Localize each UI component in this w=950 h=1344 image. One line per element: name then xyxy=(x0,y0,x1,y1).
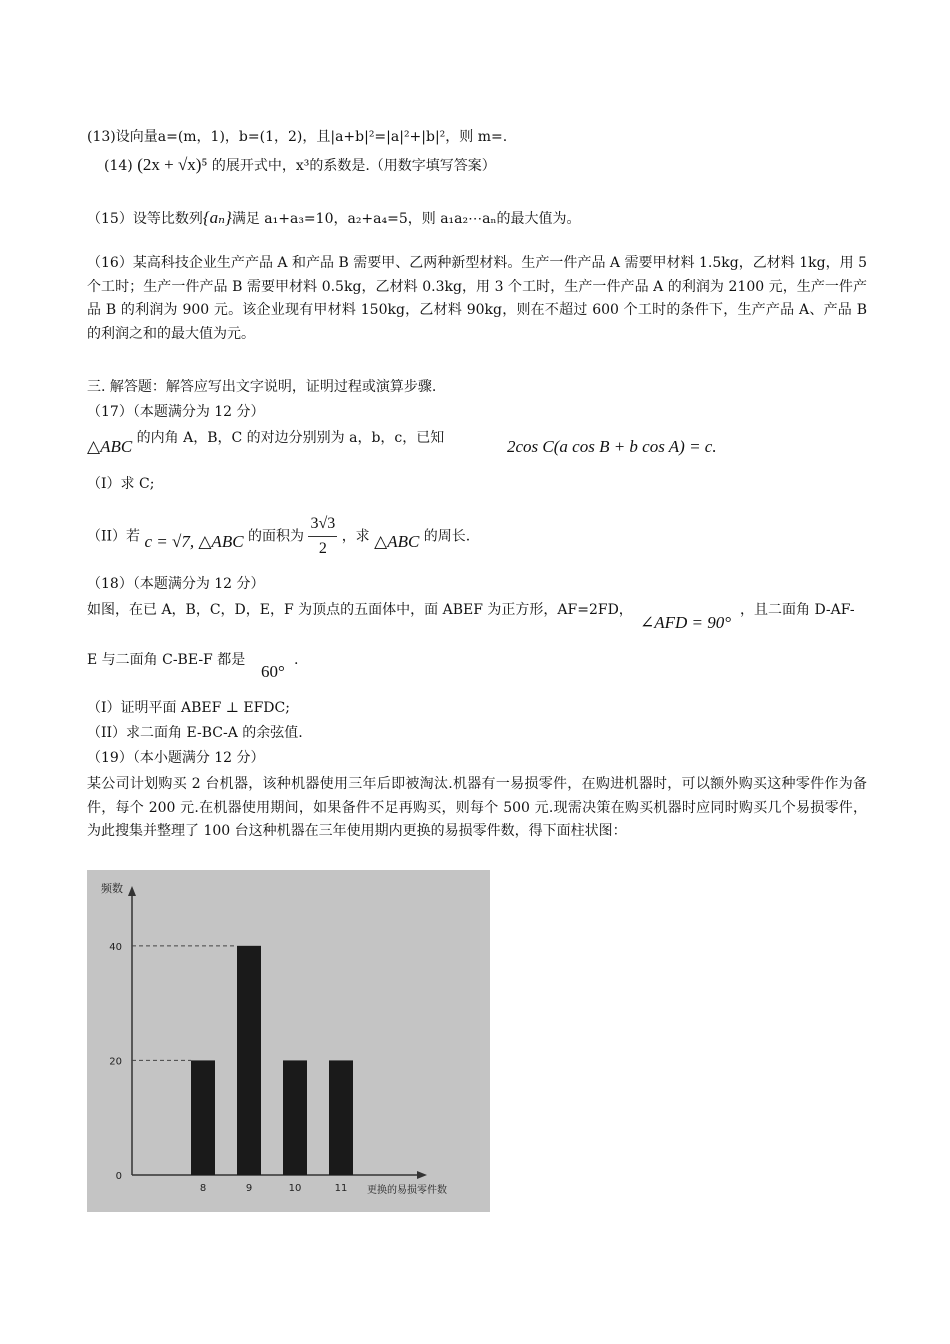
q18-angle60: 60° xyxy=(261,662,285,681)
q15: （15）设等比数列{aₙ}满足 a₁+a₃=10，a₂+a₄=5，则 a₁a₂⋯aₙ的最大值为。 xyxy=(87,208,581,227)
q18-line1-end: ，且二面角 D-AF- xyxy=(740,602,855,618)
q17-header: （17）（本题满分为 12 分） xyxy=(87,404,265,420)
q14: (14) (2x + √x)⁵ 的展开式中，x³的系数是.（用数字填写答案） xyxy=(104,155,496,174)
x-tick-10: 10 xyxy=(288,1183,302,1194)
x-axis-label: 更换的易损零件数 xyxy=(367,1185,447,1196)
y-tick-0: 0 xyxy=(115,1171,122,1182)
q17-part1: （I）求 C; xyxy=(87,476,155,492)
q17-formula: 2cos C(a cos B + b cos A) = c. xyxy=(507,437,717,456)
y-axis-label: 频数 xyxy=(101,882,123,895)
q19-text: 某公司计划购买 2 台机器，该种机器使用三年后即被淘汰.机器有一易损零件，在购进机器时，可以额外购买这种零件作为备件，每个 200 元.在机器使用期间，如果备件不足再购买，则每个 500 元.现需决策在购买机器时应同时购买几个易损零件，为此搜集并整理了 100 台这种机器在三年使用期内更换的易损零件数，得下面柱状图： xyxy=(87,776,867,839)
x-tick-9: 9 xyxy=(245,1183,253,1194)
bar-11 xyxy=(329,1060,353,1175)
area-fraction: $\frac{3√3}{2}$ xyxy=(308,512,337,561)
q18-angle: ∠AFD = 90° xyxy=(640,613,732,632)
bar-10 xyxy=(283,1060,307,1175)
q18-line2: E 与二面角 C-BE-F 都是 xyxy=(87,652,246,668)
q17-statement: △ABC 的内角 A，B，C 的对边分别别为 a，b，c，已知 xyxy=(87,430,445,456)
q17-triangle: △ABC xyxy=(87,437,133,456)
q17-part2: （II）若 c = √7, △ABC 的面积为 $\frac{3√3}{2}$ ，求 △ABC 的周长. xyxy=(87,512,470,561)
q18-part1: （I）证明平面 ABEF ⊥ EFDC; xyxy=(87,700,290,716)
bar-chart xyxy=(87,870,490,1212)
q18-part2: （II）求二面角 E-BC-A 的余弦值. xyxy=(87,725,303,741)
q18-line1: 如图，在已 A，B，C，D，E，F 为顶点的五面体中，面 ABEF 为正方形，AF=2FD， xyxy=(87,602,633,618)
x-tick-11: 11 xyxy=(334,1183,348,1194)
section3-title: 三. 解答题：解答应写出文字说明，证明过程或演算步骤. xyxy=(87,379,437,395)
q15-sequence: {aₙ} xyxy=(202,208,232,227)
bar-8 xyxy=(191,1060,215,1175)
bar-9 xyxy=(237,946,261,1175)
q18-header: （18）（本题满分为 12 分） xyxy=(87,576,265,592)
x-tick-8: 8 xyxy=(199,1183,207,1194)
q18-line2-end: . xyxy=(294,652,299,668)
q13: (13)设向量a=(m，1)，b=(1，2)，且|a+b|²=|a|²+|b|²，则 m=. xyxy=(87,129,508,145)
q14-expression: (2x + √x)⁵ xyxy=(137,155,208,174)
q19-header: （19）（本小题满分 12 分） xyxy=(87,750,265,766)
y-tick-20: 20 xyxy=(109,1056,122,1068)
y-tick-40: 40 xyxy=(109,941,122,953)
q16: （16）某高科技企业生产产品 A 和产品 B 需要甲、乙两种新型材料。生产一件产品 A 需要甲材料 1.5kg，乙材料 1kg，用 5 个工时；生产一件产品 B 需要甲材料 0.5kg，乙材料 0.3kg，用 3 个工时，生产一件产品 A 的利润为 2100 元，生产一件产品 B 的利润为 900 元。该企业现有甲材料 150kg，乙材料 90kg，则在不超过 600 个工时的条件下，生产产品 A、产品 B 的利润之和的最大值为元。 xyxy=(87,255,867,342)
